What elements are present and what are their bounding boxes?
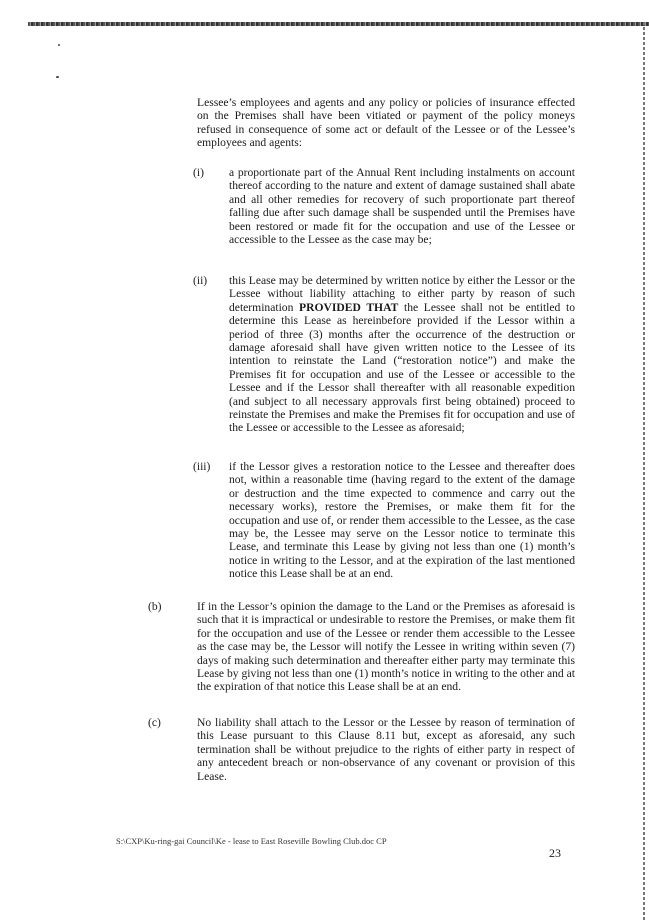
scan-edge-top — [28, 22, 649, 26]
intro-paragraph: Lessee’s employees and agents and any policy or policies of insurance effected on the Premises shall have been vitiated or payment of the policy moneys refused in consequence of some act or default of the Lessee or of the Lessee’s employees and agents: — [197, 96, 575, 150]
item-i-text: a proportionate part of the Annual Rent including instalments on account thereof according to the nature and extent of damage sustained shall abate and all other remedies for recovery of such proportionate part thereof falling due after such damage shall be suspended until the Premises have been restored or made fit for the occupation and use of the Lessee or accessible to the Lessee as the case may be; — [229, 166, 575, 247]
clause-b-text: If in the Lessor’s opinion the damage to the Land or the Premises as aforesaid is such that it is impractical or undesirable to restore the Premises, or make them fit for the occupation and use of the Lessee or render them accessible to the Lessee as the case may be, the Lessor will notify the Lessee in writing within seven (7) days of making such determination and thereafter either party may terminate this Lease by giving not less than one (1) month’s notice in writing to the other and at the expiration of that notice this Lease shall be at an end. — [197, 600, 575, 694]
scan-speck — [58, 44, 60, 46]
item-ii-text-after: the Lessee shall not be entitled to determine this Lease as hereinbefore provided if the Lessor within a period of three (3) months after the occurrence of the destruction or damage aforesaid shall have given written notice to the Lessee of its intention to reinstate the Land (“restoration notice”) and make the Premises fit for occupation and use of the Lessee or accessible to the Lessee and if the Lessor shall thereafter with all reasonable expedition (and subject to all necessary approvals first being obtained) proceed to reinstate the Premises and make the Premises fit for occupation and use of the Lessee or accessible to the Lessee as aforesaid; — [229, 300, 576, 435]
clause-marker-b: (b) — [148, 600, 162, 613]
item-ii-proviso: PROVIDED THAT — [299, 300, 399, 314]
item-iii-text: if the Lessor gives a restoration notice to the Lessee and thereafter does not, within a reasonable time (having regard to the extent of the damage or destruction and the time expected to commence and carry out the necessary works), restore the Premises, or make them fit for the occupation and use of, or render them accessible to the Lessee, as the case may be, the Lessee may serve on the Lessor notice to terminate this Lease, and terminate this Lease by giving not less than one (1) month’s notice in writing to the Lessor, and at the expiration of the last mentioned notice this Lease shall be at an end. — [229, 460, 575, 581]
scan-speck — [56, 76, 59, 78]
clause-c-text: No liability shall attach to the Lessor or the Lessee by reason of termination of this Lease pursuant to this Clause 8.11 but, except as aforesaid, any such termination shall be without prejudice to the rights of either party in respect of any antecedent breach or non-observance of any covenant or provision of this Lease. — [197, 716, 575, 783]
scan-edge-right — [643, 22, 645, 920]
footer-file-path: S:\CXP\Ku-ring-gai Council\Ke - lease to East Roseville Bowling Club.doc CP — [116, 836, 387, 846]
item-ii-text-before: this Lease may be determined by written notice by either the Lessor or the Lessee without liability attaching to either party by reason of such determination — [229, 274, 575, 314]
clause-marker-c: (c) — [148, 716, 161, 729]
page-number: 23 — [549, 846, 561, 860]
item-marker-i: (i) — [193, 166, 204, 179]
item-ii-text — [229, 274, 575, 435]
item-marker-ii: (ii) — [193, 274, 208, 287]
item-marker-iii: (iii) — [193, 460, 211, 473]
